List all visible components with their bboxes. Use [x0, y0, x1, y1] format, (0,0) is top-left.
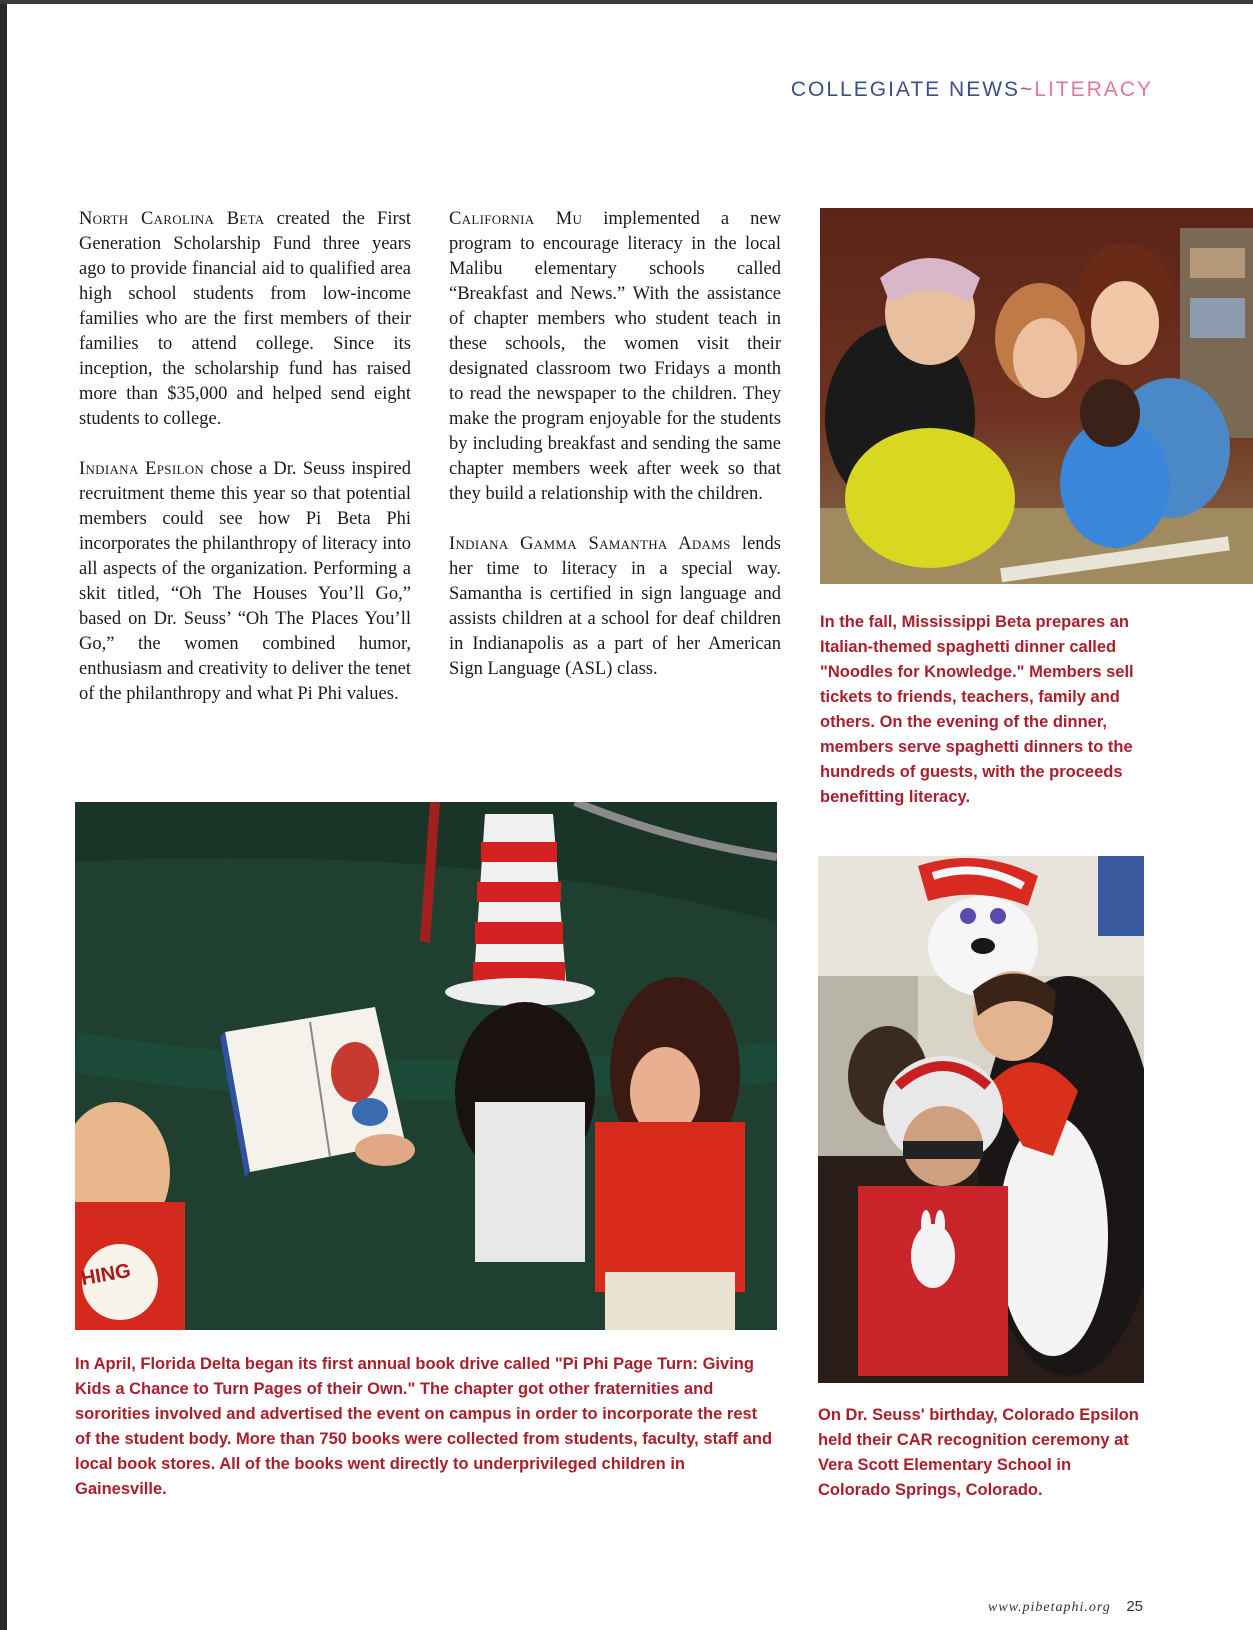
article-indiana-gamma	[449, 532, 781, 682]
chapter-name: California Mu	[449, 209, 583, 229]
shirt-text: HING	[79, 1259, 133, 1291]
article-body: implemented a new program to encourage literacy in the local Malibu elementary schools called “Breakfast and News.” With the assistance of chapter members who student teach in these schools, the women visit their designated classroom two Fridays a month to read the newspaper to the children. They make the program enjoyable for the students by including breakfast and sending the same chapter members week after week so that they build a relationship with the children.	[449, 209, 781, 504]
caption-florida-delta: In April, Florida Delta began its first annual book drive called "Pi Phi Page Turn: Giving Kids a Chance to Turn Pages of their Own." The chapter got other fraternities and sororities involved and advertised the event on campus in order to incorporate the rest of the student body. More than 750 books were collected from students, faculty, staff and local book stores. All of the books went directly to underprivileged children in Gainesville.	[75, 1355, 773, 1498]
chapter-name: Indiana Epsilon	[79, 459, 205, 479]
article-body: chose a Dr. Seuss inspired recruitment theme this year so that potential members could see how Pi Beta Phi incorporates the philanthropy of literacy into all aspects of the organization. Performing a skit titled, “Oh The Houses You’ll Go,” based on Dr. Seuss’ “Oh The Places You’ll Go,” the women combined humor, enthusiasm and creativity to deliver the tenet of the philanthropy and what Pi Phi values.	[79, 459, 411, 704]
photo-mississippi-beta	[820, 208, 1253, 584]
header-topic: LITERACY	[1034, 78, 1153, 101]
article-body: lends her time to literacy in a special way. Samantha is certified in sign language and assists children at a school for deaf children in Indianapolis as a part of her American Sign Language (ASL) class.	[449, 534, 781, 679]
photo-colorado-epsilon	[818, 856, 1144, 1383]
caption-mississippi-beta: In the fall, Mississippi Beta prepares an Italian-themed spaghetti dinner called "Noodles for Knowledge." Members sell tickets to friends, teachers, family and others. On the evening of the dinner, members serve spaghetti dinners to the hundreds of guests, with the proceeds benefitting literacy.	[820, 613, 1134, 806]
article-california-mu	[449, 207, 781, 507]
article-indiana-epsilon	[79, 457, 411, 707]
text-column-left	[79, 207, 411, 732]
page-header	[791, 78, 1153, 102]
page-scan-edge-left	[0, 0, 7, 1630]
page-scan-edge-top	[0, 0, 1253, 4]
footer-url: www.pibetaphi.org	[988, 1600, 1111, 1615]
caption-colorado-epsilon: On Dr. Seuss' birthday, Colorado Epsilon held their CAR recognition ceremony at Vera Scott Elementary School in Colorado Springs, Colorado.	[818, 1406, 1139, 1499]
text-column-middle	[449, 207, 781, 707]
header-separator: ~	[1020, 78, 1035, 101]
article-north-carolina-beta	[79, 207, 411, 432]
article-body: created the First Generation Scholarship Fund three years ago to provide financial aid to qualified area high school students from low-income families who are the first members of their families to attend college. Since its inception, the scholarship fund has raised more than $35,000 and helped send eight students to college.	[79, 209, 411, 429]
chapter-name: North Carolina Beta	[79, 209, 265, 229]
photo-florida-delta	[75, 802, 777, 1330]
page-number: 25	[1126, 1598, 1143, 1615]
header-section: COLLEGIATE NEWS	[790, 78, 1021, 101]
chapter-name: Indiana Gamma Samantha Adams	[449, 534, 731, 554]
page-footer	[988, 1598, 1143, 1616]
